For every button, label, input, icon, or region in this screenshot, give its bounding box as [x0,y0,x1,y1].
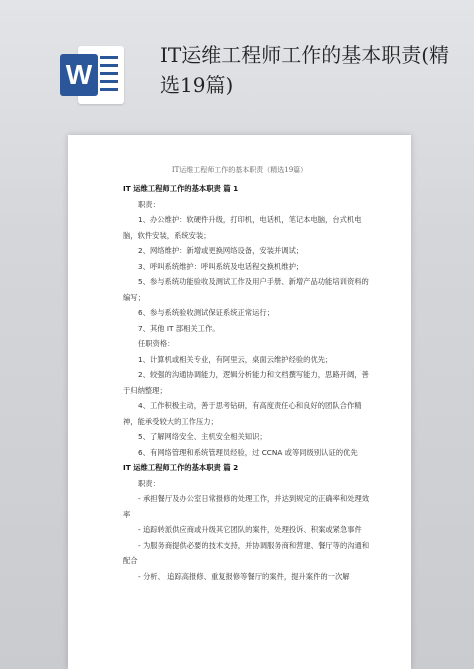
paragraph: 职责： [138,199,160,209]
section-heading: IT 运维工程师工作的基本职责 篇 2 [123,463,239,472]
paragraph: - 为服务商提供必要的技术支持，并协调服务商和营建、餐厅等的沟通和配合 [123,540,370,565]
document-title: IT运维工程师工作的基本职责(精选19篇) [160,43,450,97]
paragraph: 3、呼叫系统维护：呼叫系统及电话程交换机维护； [138,261,304,271]
paragraph: 2、较强的沟通协调能力，逻辑分析能力和文档撰写能力，思路开阔，善于归纳整理； [123,370,369,395]
paragraph: 1、办公维护：软硬件升级，打印机，电话机，笔记本电脑，台式机电脑，软件安装，系统安装； [123,215,362,240]
word-document-icon [60,42,126,108]
paragraph: - 分析、 追踪高报修、重复报修等餐厅的案件，提升案件的一次解 [138,571,350,581]
paragraph: 2、网络维护：新增或更换网络设备，安装并调试； [138,246,304,255]
paragraph: 7、其他 IT 部相关工作。 [138,323,220,333]
paragraph: 6、有网络管理和系统管理员经验，过 CCNA 或等同级别认证的优先 [138,447,358,457]
page-content [123,181,373,584]
word-icon-badge: W [60,54,98,96]
paragraph: 1、计算机或相关专业，有阿里云，桌面云维护经验的优先； [138,354,333,364]
document-page [68,135,411,669]
paragraph: 4、工作积极主动，善于思考钻研，有高度责任心和良好的团队合作精神，能承受较大的工作压力； [123,401,362,426]
paragraph: - 承担餐厅及办公室日常报修的处理工作，并达到规定的正确率和处理效率 [123,494,370,519]
running-head: IT运维工程师工作的基本职责（精选19篇） [171,166,308,174]
paragraph: 任职资格： [138,339,175,348]
paragraph: 5、参与系统功能验收及测试工作及用户手册、新增产品功能培训资料的编写； [123,277,369,302]
paragraph: - 追踪转派供应商或升级其它团队的案件，处理投诉、积案或紧急事件 [138,525,362,534]
paragraph: 职责： [138,478,160,488]
section-heading: IT 运维工程师工作的基本职责 篇 1 [123,184,239,193]
paragraph: 6、参与系统验收测试保证系统正常运行； [138,308,274,317]
document-header [0,0,474,120]
paragraph: 5、了解网络安全、主机安全相关知识； [138,432,267,441]
